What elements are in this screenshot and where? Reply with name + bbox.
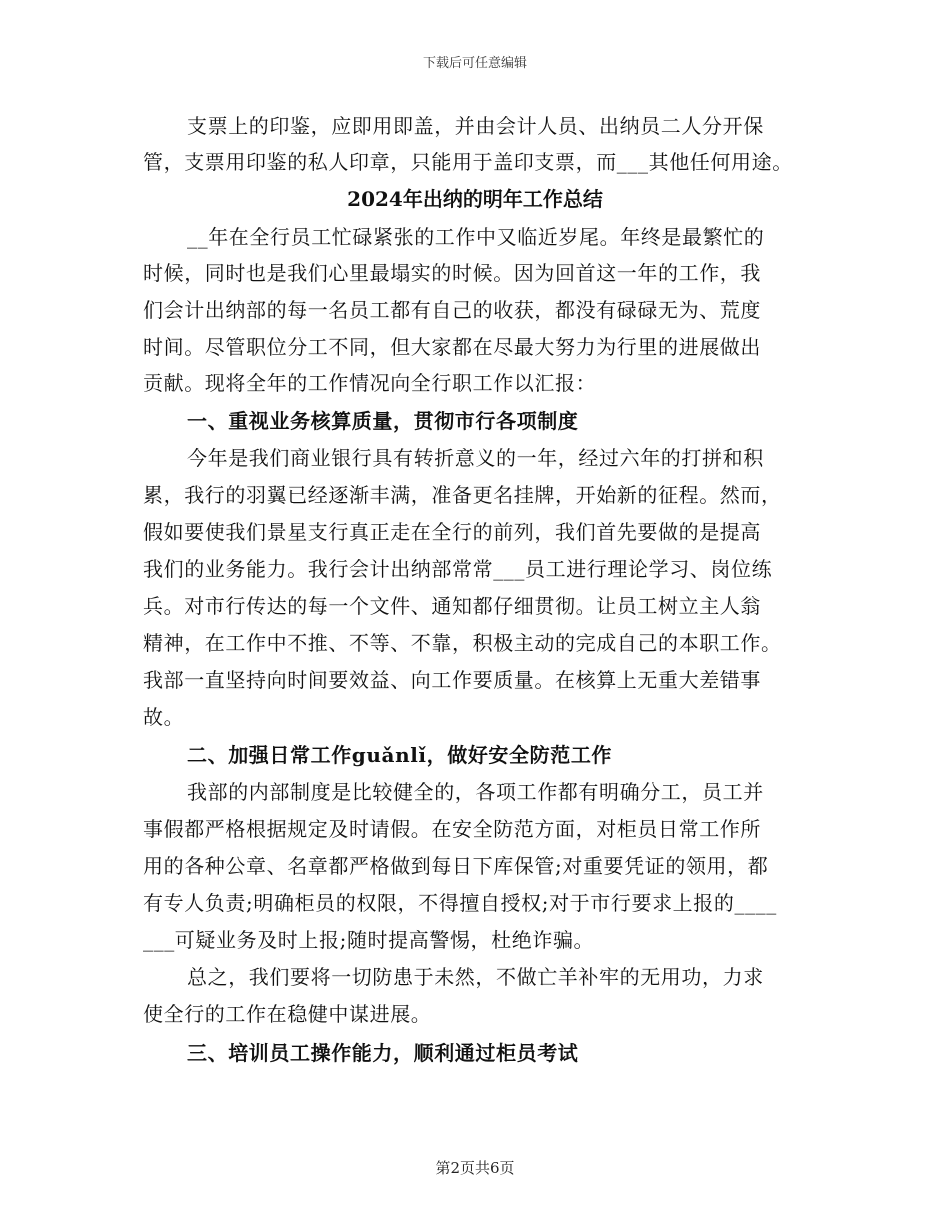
paragraph-line: 事假都严格根据规定及时请假。在安全防范方面，对柜员日常工作所: [143, 817, 761, 841]
paragraph-line: 有专人负责;明确柜员的权限，不得擅自授权;对于市行要求上报的____: [143, 891, 777, 915]
paragraph-line: 精神，在工作中不推、不等、不靠，积极主动的完成自己的本职工作。: [143, 631, 782, 655]
section-heading: 三、培训员工操作能力，顺利通过柜员考试: [187, 1041, 579, 1065]
paragraph-line: 假如要使我们景星支行真正走在全行的前列，我们首先要做的是提高: [143, 520, 761, 544]
paragraph-line: 我们的业务能力。我行会计出纳部常常___员工进行理论学习、岗位练: [143, 557, 773, 581]
paragraph-line: 累，我行的羽翼已经逐渐丰满，准备更名挂牌，开始新的征程。然而，: [143, 483, 782, 507]
paragraph-line: 我部一直坚持向时间要效益、向工作要质量。在核算上无重大差错事: [143, 668, 761, 692]
page-footer: 第2页共6页: [435, 1159, 515, 1177]
paragraph-line: 我部的内部制度是比较健全的，各项工作都有明确分工，员工并: [187, 780, 764, 804]
paragraph-line: 时间。尽管职位分工不同，但大家都在尽最大努力为行里的进展做出: [143, 335, 761, 359]
paragraph-line: 用的各种公章、名章都严格做到每日下库保管;对重要凭证的领用，都: [143, 854, 769, 878]
paragraph-line: 总之，我们要将一切防患于未然，不做亡羊补牢的无用功，力求: [187, 965, 764, 989]
paragraph-line: 们会计出纳部的每一名员工都有自己的收获，都没有碌碌无为、荒度: [143, 298, 761, 322]
paragraph-line: __年在全行员工忙碌紧张的工作中又临近岁尾。年终是最繁忙的: [187, 225, 765, 249]
paragraph-line: 兵。对市行传达的每一个文件、通知都仔细贯彻。让员工树立主人翁: [143, 594, 761, 618]
paragraph-line: 支票上的印鉴，应即用即盖，并由会计人员、出纳员二人分开保: [187, 114, 764, 138]
section-heading: 一、重视业务核算质量，贯彻市行各项制度: [187, 409, 579, 433]
paragraph-line: 贡献。现将全年的工作情况向全行职工作以汇报：: [143, 371, 597, 395]
paragraph-line: 故。: [143, 705, 185, 729]
paragraph-line: 管，支票用印鉴的私人印章，只能用于盖印支票，而___其他任何用途。: [143, 150, 793, 174]
paragraph-line: 时候，同时也是我们心里最塌实的时候。因为回首这一年的工作，我: [143, 261, 761, 285]
page-header: 下载后可任意编辑: [422, 56, 527, 71]
paragraph-line: 今年是我们商业银行具有转折意义的一年，经过六年的打拼和积: [187, 446, 764, 470]
document-title: 2024年出纳的明年工作总结: [347, 187, 603, 211]
paragraph-line: ___可疑业务及时上报;随时提高警惕，杜绝诈骗。: [143, 928, 595, 952]
section-heading: 二、加强日常工作guǎnlǐ，做好安全防范工作: [187, 743, 613, 767]
paragraph-line: 使全行的工作在稳健中谋进展。: [143, 1002, 432, 1026]
